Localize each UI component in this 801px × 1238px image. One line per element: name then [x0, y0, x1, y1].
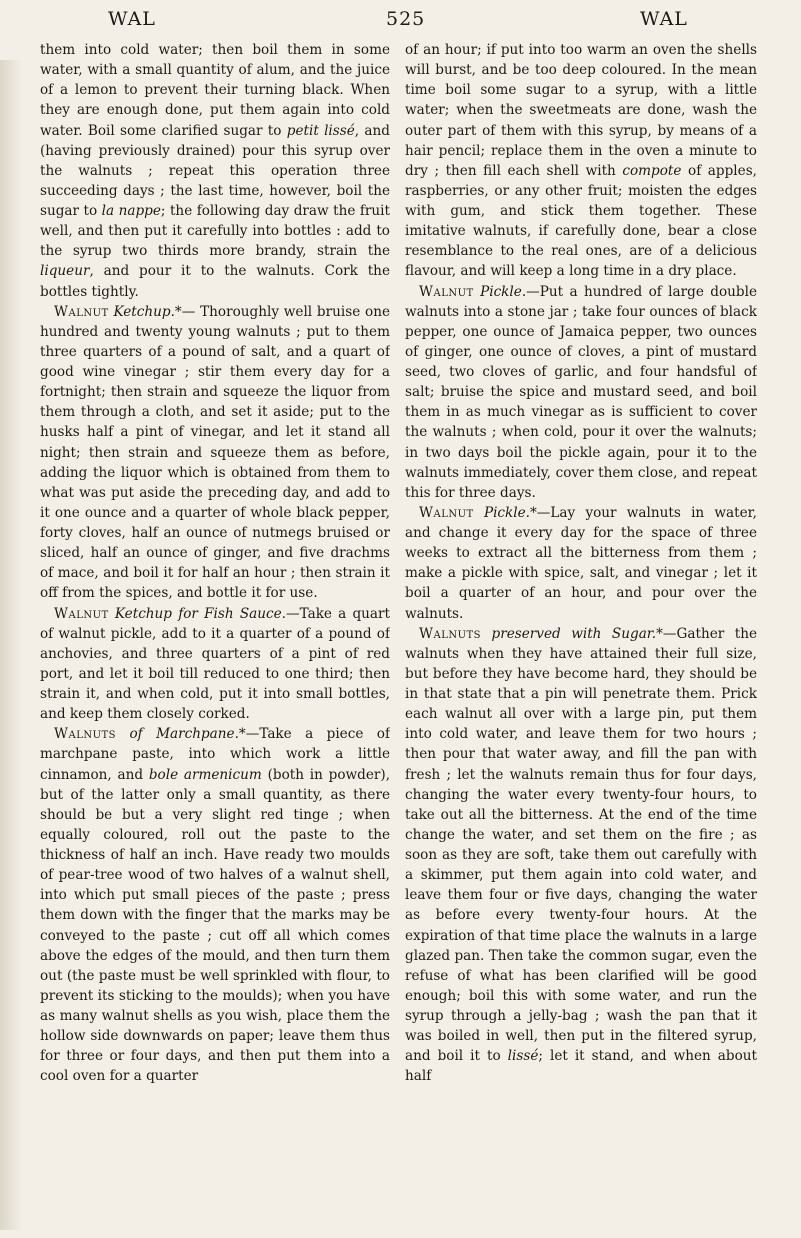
entry-head: Walnut — [419, 504, 474, 521]
entry-title: Pickle. — [480, 283, 527, 300]
continued-paragraph: them into cold water; then boil them in some water, with a small quantity of alum, and the juice of a lemon to prevent their turning black. When they are enough done, put them again into cold water. Boil some clarified sugar to petit lissé, and (having previously drained) pour this syrup over the walnuts ; repeat this operation three succeeding days ; the last time, however, boil the sugar to la nappe; the following day draw the fruit well, and then put it carefully into bottles : add to the syrup two thirds more brandy, strain the liqueur, and pour it to the walnuts. Cork the bottles tightly. — [40, 42, 390, 300]
entry-walnut-ketchup: Walnut Ketchup.*— Thoroughly well bruise one hundred and twenty young walnuts ; put to them three quarters of a pound of salt, and a quart of good wine vinegar ; stir them every day for a fortnight; then strain and squeeze the liquor from them through a cloth, and set it aside; put to the husks half a pint of vinegar, and let it stand all night; then strain and squeeze them as before, adding the liquor which is obtained from them to what was put aside the preceding day, and add to it one ounce and a quarter of whole black pepper, forty cloves, half an ounce of nutmegs bruised or sliced, half an ounce of ginger, and five drachms of mace, and boil it for half an hour ; then strain it off from the spices, and bottle it for use. — [40, 303, 390, 602]
page-edge-shadow — [0, 60, 22, 1230]
entry-walnut-pickle: Walnut Pickle.—Put a hundred of large double walnuts into a stone jar ; take four ounces of black pepper, one ounce of Jamaica pepper, two ounces of ginger, one ounce of cloves, a pint of mustard seed, two cloves of garlic, and four handsful of salt; bruise the spice and mustard seed, and boil them in as much vinegar as is sufficient to cover the walnuts ; when cold, pour it over the walnuts; in two days boil the pickle again, pour it to the walnuts immediately, cover them close, and repeat this for three days. — [405, 283, 757, 501]
entry-head: Walnuts — [419, 625, 482, 642]
entry-title: of Marchpane.* — [129, 726, 246, 743]
running-head-right: WAL — [640, 8, 688, 30]
entry-head: Walnut — [54, 605, 109, 622]
right-column — [405, 40, 757, 1230]
entry-title: Ketchup for Fish Sauce. — [114, 605, 286, 622]
entry-head: Walnut — [54, 303, 109, 320]
left-column — [40, 40, 390, 1230]
entry-walnuts-marchpane: Walnuts of Marchpane.*—Take a piece of marchpane paste, into which work a little cinnamon, and bole armenicum (both in powder), but of the latter only a small quantity, as there should be but a very slight red tinge ; when equally coloured, roll out the paste to the thickness of half an inch. Have ready two moulds of pear-tree wood of two halves of a walnut shell, into which put small pieces of the paste ; press them down with the finger that the marks may be conveyed to the paste ; cut off all which comes above the edges of the mould, and then turn them out (the paste must be well sprinkled with flour, to prevent its sticking to the moulds); when you have as many walnut shells as you wish, place them the hollow side downwards on paper; leave them thus for three or four days, and then put them into a cool oven for a quarter — [40, 726, 390, 1085]
running-head-left: WAL — [108, 8, 156, 30]
entry-title: Ketchup.* — [113, 303, 182, 320]
entry-title: Pickle.* — [483, 504, 537, 521]
continued-paragraph: of an hour; if put into too warm an oven the shells will burst, and be too deep coloured. In the mean time boil some sugar to a syrup, with a little water; when the sweetmeats are done, wash the outer part of them with this syrup, by means of a hair pencil; replace them in the oven a minute to dry ; then fill each shell with compote of apples, raspberries, or any other fruit; moisten the edges with gum, and stick them together. These imitative walnuts, if carefully done, bear a close resemblance to the real ones, are of a delicious flavour, and will keep a long time in a dry place. — [405, 42, 757, 280]
entry-head: Walnut — [419, 283, 474, 300]
entry-walnuts-preserved: Walnuts preserved with Sugar.*—Gather the walnuts when they have attained their full size, but before they have become hard, they should be in that state that a pin will penetrate them. Prick each walnut all over with a large pin, put them into cold water, and leave them for two hours ; then pour that water away, and fill the pan with fresh ; let the walnuts remain thus for four days, changing the water every twenty-four hours, to take out all the bitterness. At the end of the time change the water, and set them on the fire ; as soon as they are soft, take them out carefully with a skimmer, put them again into cold water, and leave them four or five days, changing the water as before every twenty-four hours. At the expiration of that time place the walnuts in a large glazed pan. Then take the common sugar, even the refuse of what has been clarified will be good enough; boil this with some water, and run the syrup through a jelly-bag ; wash the pan that it was boiled in well, then put in the filtered syrup, and boil it to lissé; let it stand, and when about half — [405, 625, 757, 1085]
entry-walnut-ketchup-fish-sauce: Walnut Ketchup for Fish Sauce.—Take a quart of walnut pickle, add to it a quarter of a pound of anchovies, and three quarters of a pint of red port, and let it boil till reduced to one third; then strain it, and when cold, put it into small bottles, and keep them closely corked. — [40, 605, 390, 723]
entry-walnut-pickle-2: Walnut Pickle.*—Lay your walnuts in water, and change it every day for the space of three weeks to extract all the bitterness from them ; make a pickle with spice, salt, and vinegar ; let it boil a quarter of an hour, and pour over the walnuts. — [405, 504, 757, 622]
entry-title: preserved with Sugar.* — [491, 625, 663, 642]
page-number: 525 — [386, 8, 426, 30]
entry-head: Walnuts — [54, 726, 117, 743]
